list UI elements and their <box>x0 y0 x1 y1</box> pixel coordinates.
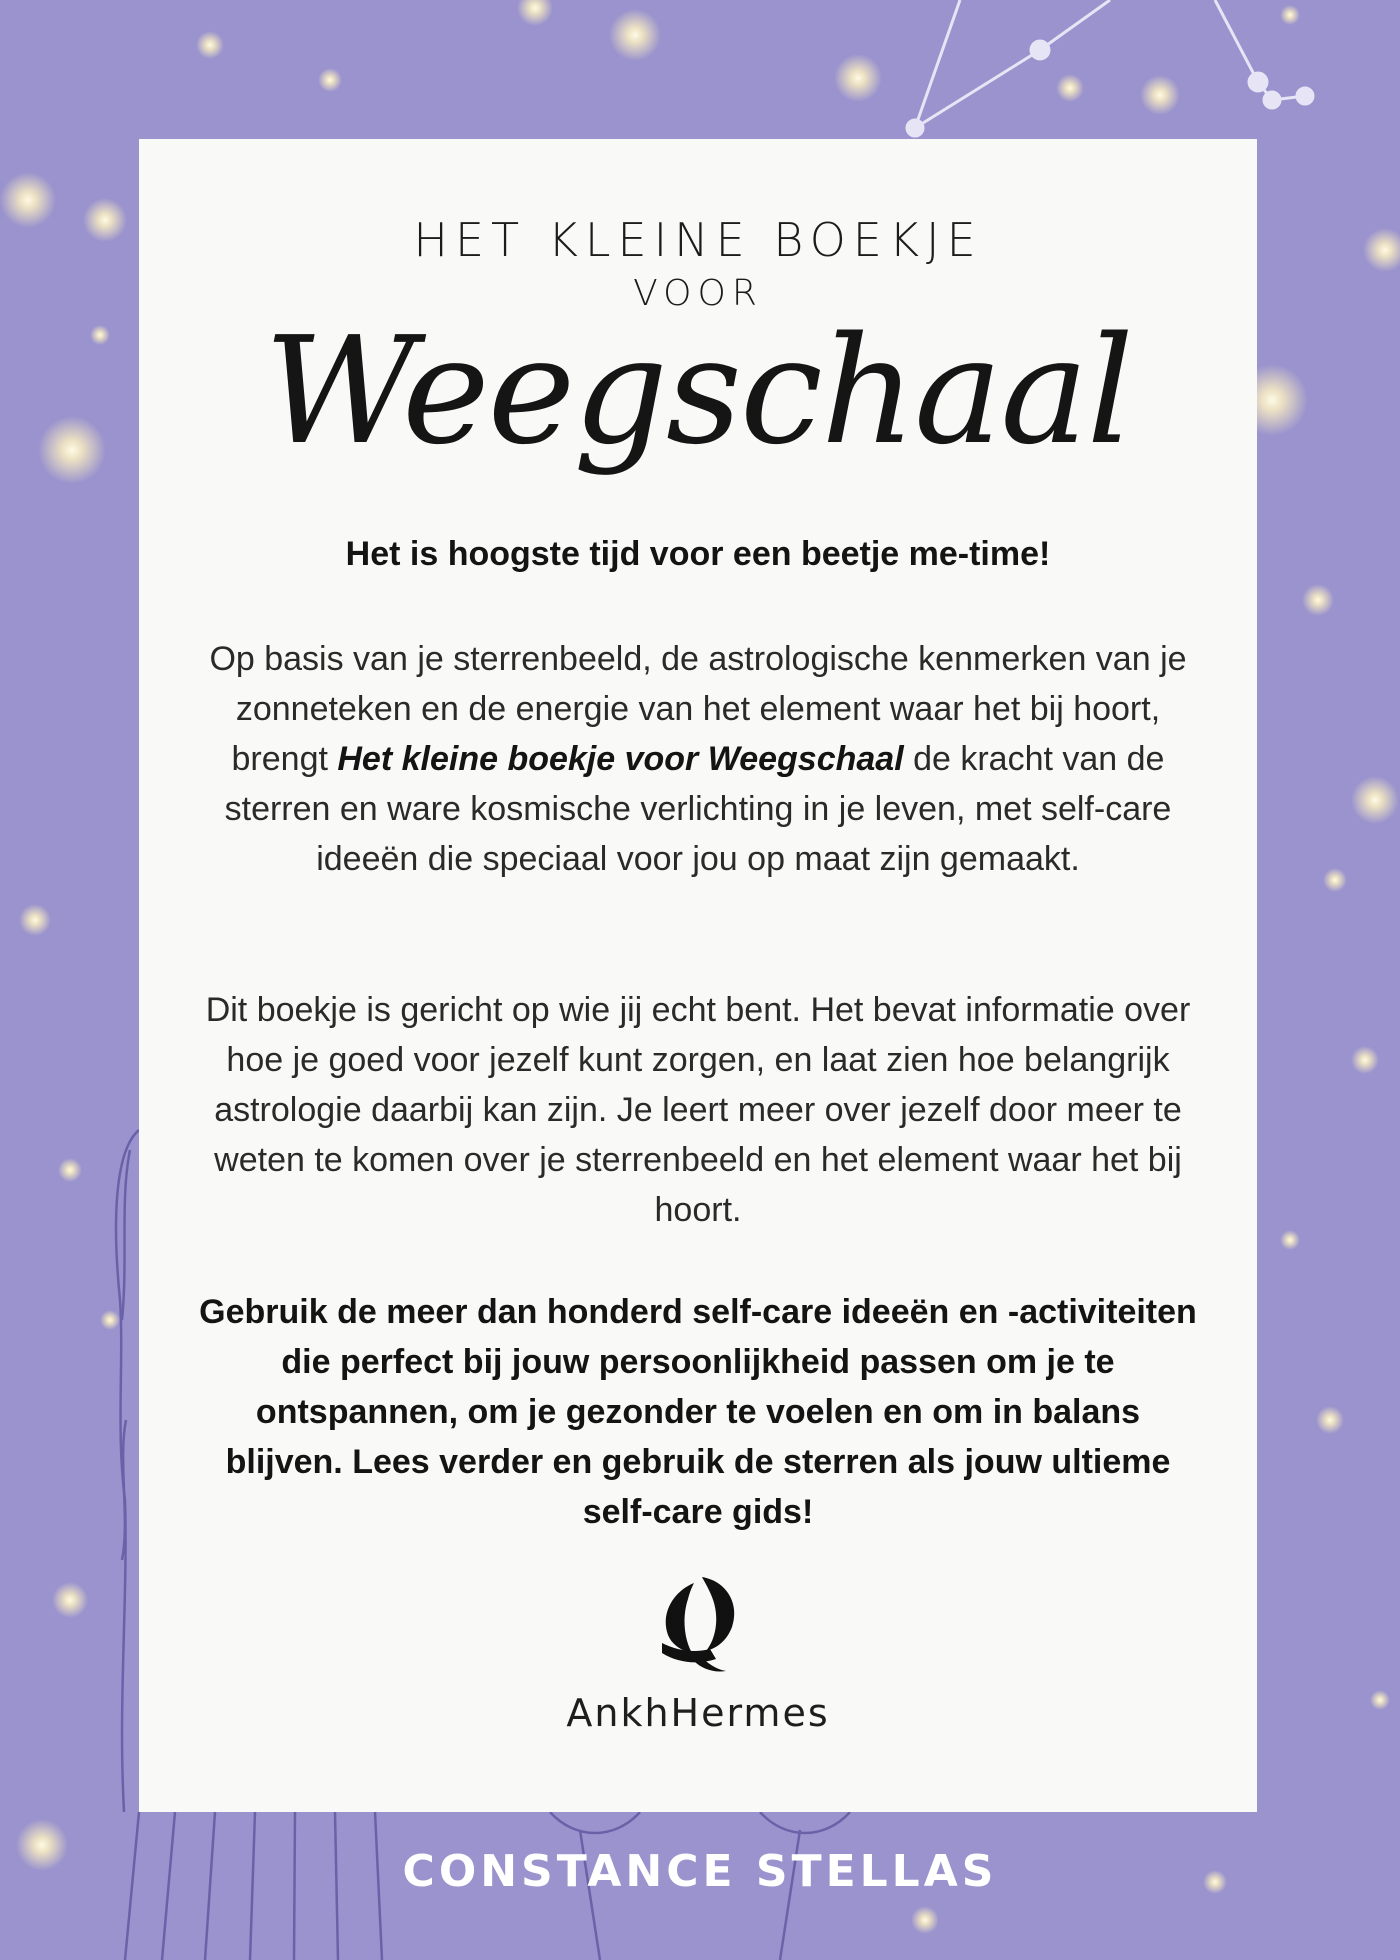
description-paragraph: Dit boekje is gericht op wie jij echt bent. Het bevat informatie over hoe je goed voor jezelf kunt zorgen, en laat zien hoe belangrijk astrologie daarbij kan zijn. Je leert meer over jezelf door meer te weten te komen over je sterrenbeeld en het element waar het bij hoort. <box>205 991 1191 1229</box>
cover-card <box>139 139 1257 1812</box>
kicker-line-2: VOOR <box>633 273 763 314</box>
intro-title-emphasis: Het kleine boekje voor Weegschaal <box>337 740 904 778</box>
tagline: Het is hoogste tijd voor een beetje me-time! <box>345 535 1051 573</box>
call-to-action-paragraph: Gebruik de meer dan honderd self-care ideeën en -activiteiten die perfect bij jouw persoonlijkheid passen om je te ontspannen, om je gezonder te voelen en om in balans blijven. Lees verder en gebruik de sterren als jouw ultieme self-care gids! <box>199 1293 1197 1531</box>
ankhhermes-logo-icon <box>654 1573 744 1673</box>
publisher-name: AnkhHermes <box>566 1691 830 1735</box>
intro-text-b: de kracht van de sterren en ware kosmische verlichting in je leven, met self-care ideeën die speciaal voor jou op maat zijn gemaakt. <box>224 740 1172 878</box>
intro-paragraph <box>199 634 1197 884</box>
author-name: CONSTANCE STELLAS <box>402 1846 998 1897</box>
book-title: Weegschaal <box>264 305 1132 477</box>
kicker-line-1: HET KLEINE BOEKJE <box>413 213 983 267</box>
intro-text-a: Op basis van je sterrenbeeld, de astrologische kenmerken van je zonneteken en de energie van het element waar het bij hoort, brengt <box>209 640 1187 778</box>
